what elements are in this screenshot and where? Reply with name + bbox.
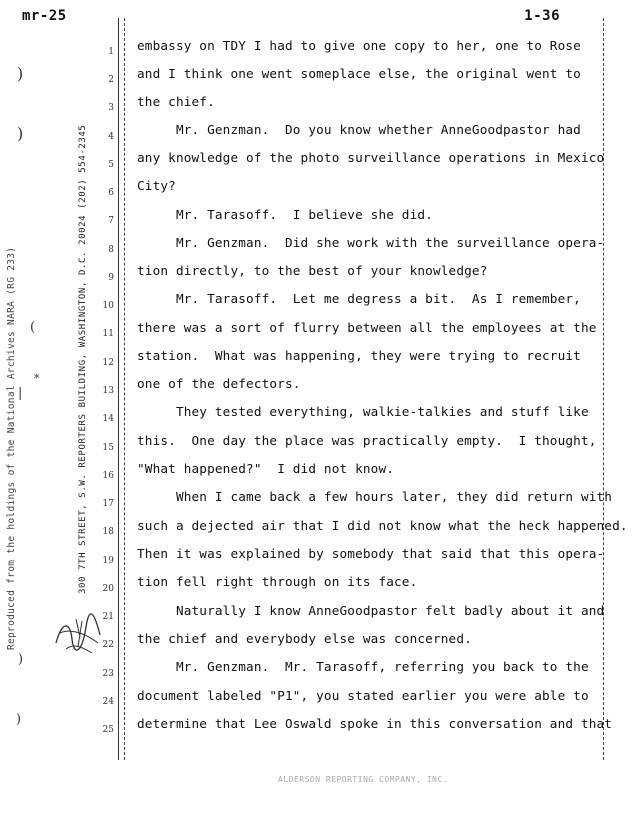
transcript-line: Mr. Genzman. Did she work with the surveillance opera- <box>137 235 605 250</box>
margin-tick-mark: | <box>18 386 23 401</box>
transcript-line: any knowledge of the photo surveillance operations in Mexico <box>137 150 605 165</box>
margin-bracket-mark: ( <box>30 320 36 335</box>
margin-bracket-mark: ) <box>17 124 24 143</box>
transcript-line: there was a sort of flurry between all the employees at the <box>137 320 597 335</box>
line-number: 7 <box>108 216 114 226</box>
line-number: 8 <box>108 245 114 255</box>
transcript-line: Mr. Genzman. Mr. Tarasoff, referring you back to the <box>137 659 589 674</box>
line-number: 21 <box>102 612 114 622</box>
left-margin-rule <box>118 18 119 760</box>
line-number: 19 <box>102 556 114 566</box>
transcript-line: "What happened?" I did not know. <box>137 461 395 476</box>
transcript-line: Mr. Genzman. Do you know whether AnneGoodpastor had <box>137 122 581 137</box>
transcript-line: the chief and everybody else was concerned. <box>137 631 472 646</box>
transcript-line: Mr. Tarasoff. Let me degress a bit. As I remember, <box>137 291 581 306</box>
transcript-line: Mr. Tarasoff. I believe she did. <box>137 207 433 222</box>
line-number: 20 <box>102 584 114 594</box>
line-number: 16 <box>102 471 114 481</box>
line-number: 13 <box>102 386 114 396</box>
transcript-line: the chief. <box>137 94 215 109</box>
line-number: 23 <box>102 669 114 679</box>
line-number: 10 <box>102 301 114 311</box>
transcript-line: this. One day the place was practically empty. I thought, <box>137 433 597 448</box>
reporting-company-footer: ALDERSON REPORTING COMPANY, INC. <box>278 775 449 784</box>
page-number: 1-36 <box>524 8 560 24</box>
line-number: 5 <box>108 160 114 170</box>
margin-bracket-mark: ) <box>16 712 22 727</box>
line-number: 11 <box>102 329 114 339</box>
line-number: 12 <box>102 358 114 368</box>
transcript-line: When I came back a few hours later, they did return with <box>137 489 613 504</box>
transcript-line: Naturally I know AnneGoodpastor felt badly about it and <box>137 603 605 618</box>
line-number: 22 <box>102 640 114 650</box>
line-number: 15 <box>102 443 114 453</box>
left-margin-rule-dashed <box>124 18 125 760</box>
transcript-line: They tested everything, walkie-talkies and stuff like <box>137 404 589 419</box>
transcript-line: document labeled "P1", you stated earlier you were able to <box>137 688 589 703</box>
transcript-line: embassy on TDY I had to give one copy to her, one to Rose <box>137 38 581 53</box>
line-number: 9 <box>108 273 114 283</box>
transcript-line: such a dejected air that I did not know what the heck happened. <box>137 518 628 533</box>
transcript-line: tion directly, to the best of your knowledge? <box>137 263 488 278</box>
line-number: 17 <box>102 499 114 509</box>
line-number: 4 <box>108 132 114 142</box>
transcript-line: station. What was happening, they were trying to recruit <box>137 348 581 363</box>
line-number: 24 <box>102 697 114 707</box>
transcript-line: tion fell right through on its face. <box>137 574 418 589</box>
transcript-line: and I think one went someplace else, the original went to <box>137 66 581 81</box>
line-number: 3 <box>108 103 114 113</box>
line-number: 6 <box>108 188 114 198</box>
transcript-line: determine that Lee Oswald spoke in this conversation and that <box>137 716 613 731</box>
page-code: mr-25 <box>22 8 67 24</box>
line-number: 18 <box>102 527 114 537</box>
right-margin-rule <box>603 18 604 760</box>
margin-bracket-mark: ) <box>18 652 24 667</box>
line-number: 25 <box>102 725 114 735</box>
archive-notice: Reproduced from the holdings of the National Archives NARA (RG 233) <box>6 246 17 650</box>
line-number: 14 <box>102 414 114 424</box>
margin-bracket-mark: ) <box>17 64 24 83</box>
transcript-line: City? <box>137 178 176 193</box>
margin-asterisk-mark: * <box>34 372 40 385</box>
reporter-address: 300 7TH STREET, S.W. REPORTERS BUILDING, WASHINGTON, D.C. 20024 (202) 554-2345 <box>78 124 88 594</box>
transcript-line: one of the defectors. <box>137 376 301 391</box>
line-number: 1 <box>108 47 114 57</box>
transcript-line: Then it was explained by somebody that said that this opera- <box>137 546 605 561</box>
line-number: 2 <box>108 75 114 85</box>
